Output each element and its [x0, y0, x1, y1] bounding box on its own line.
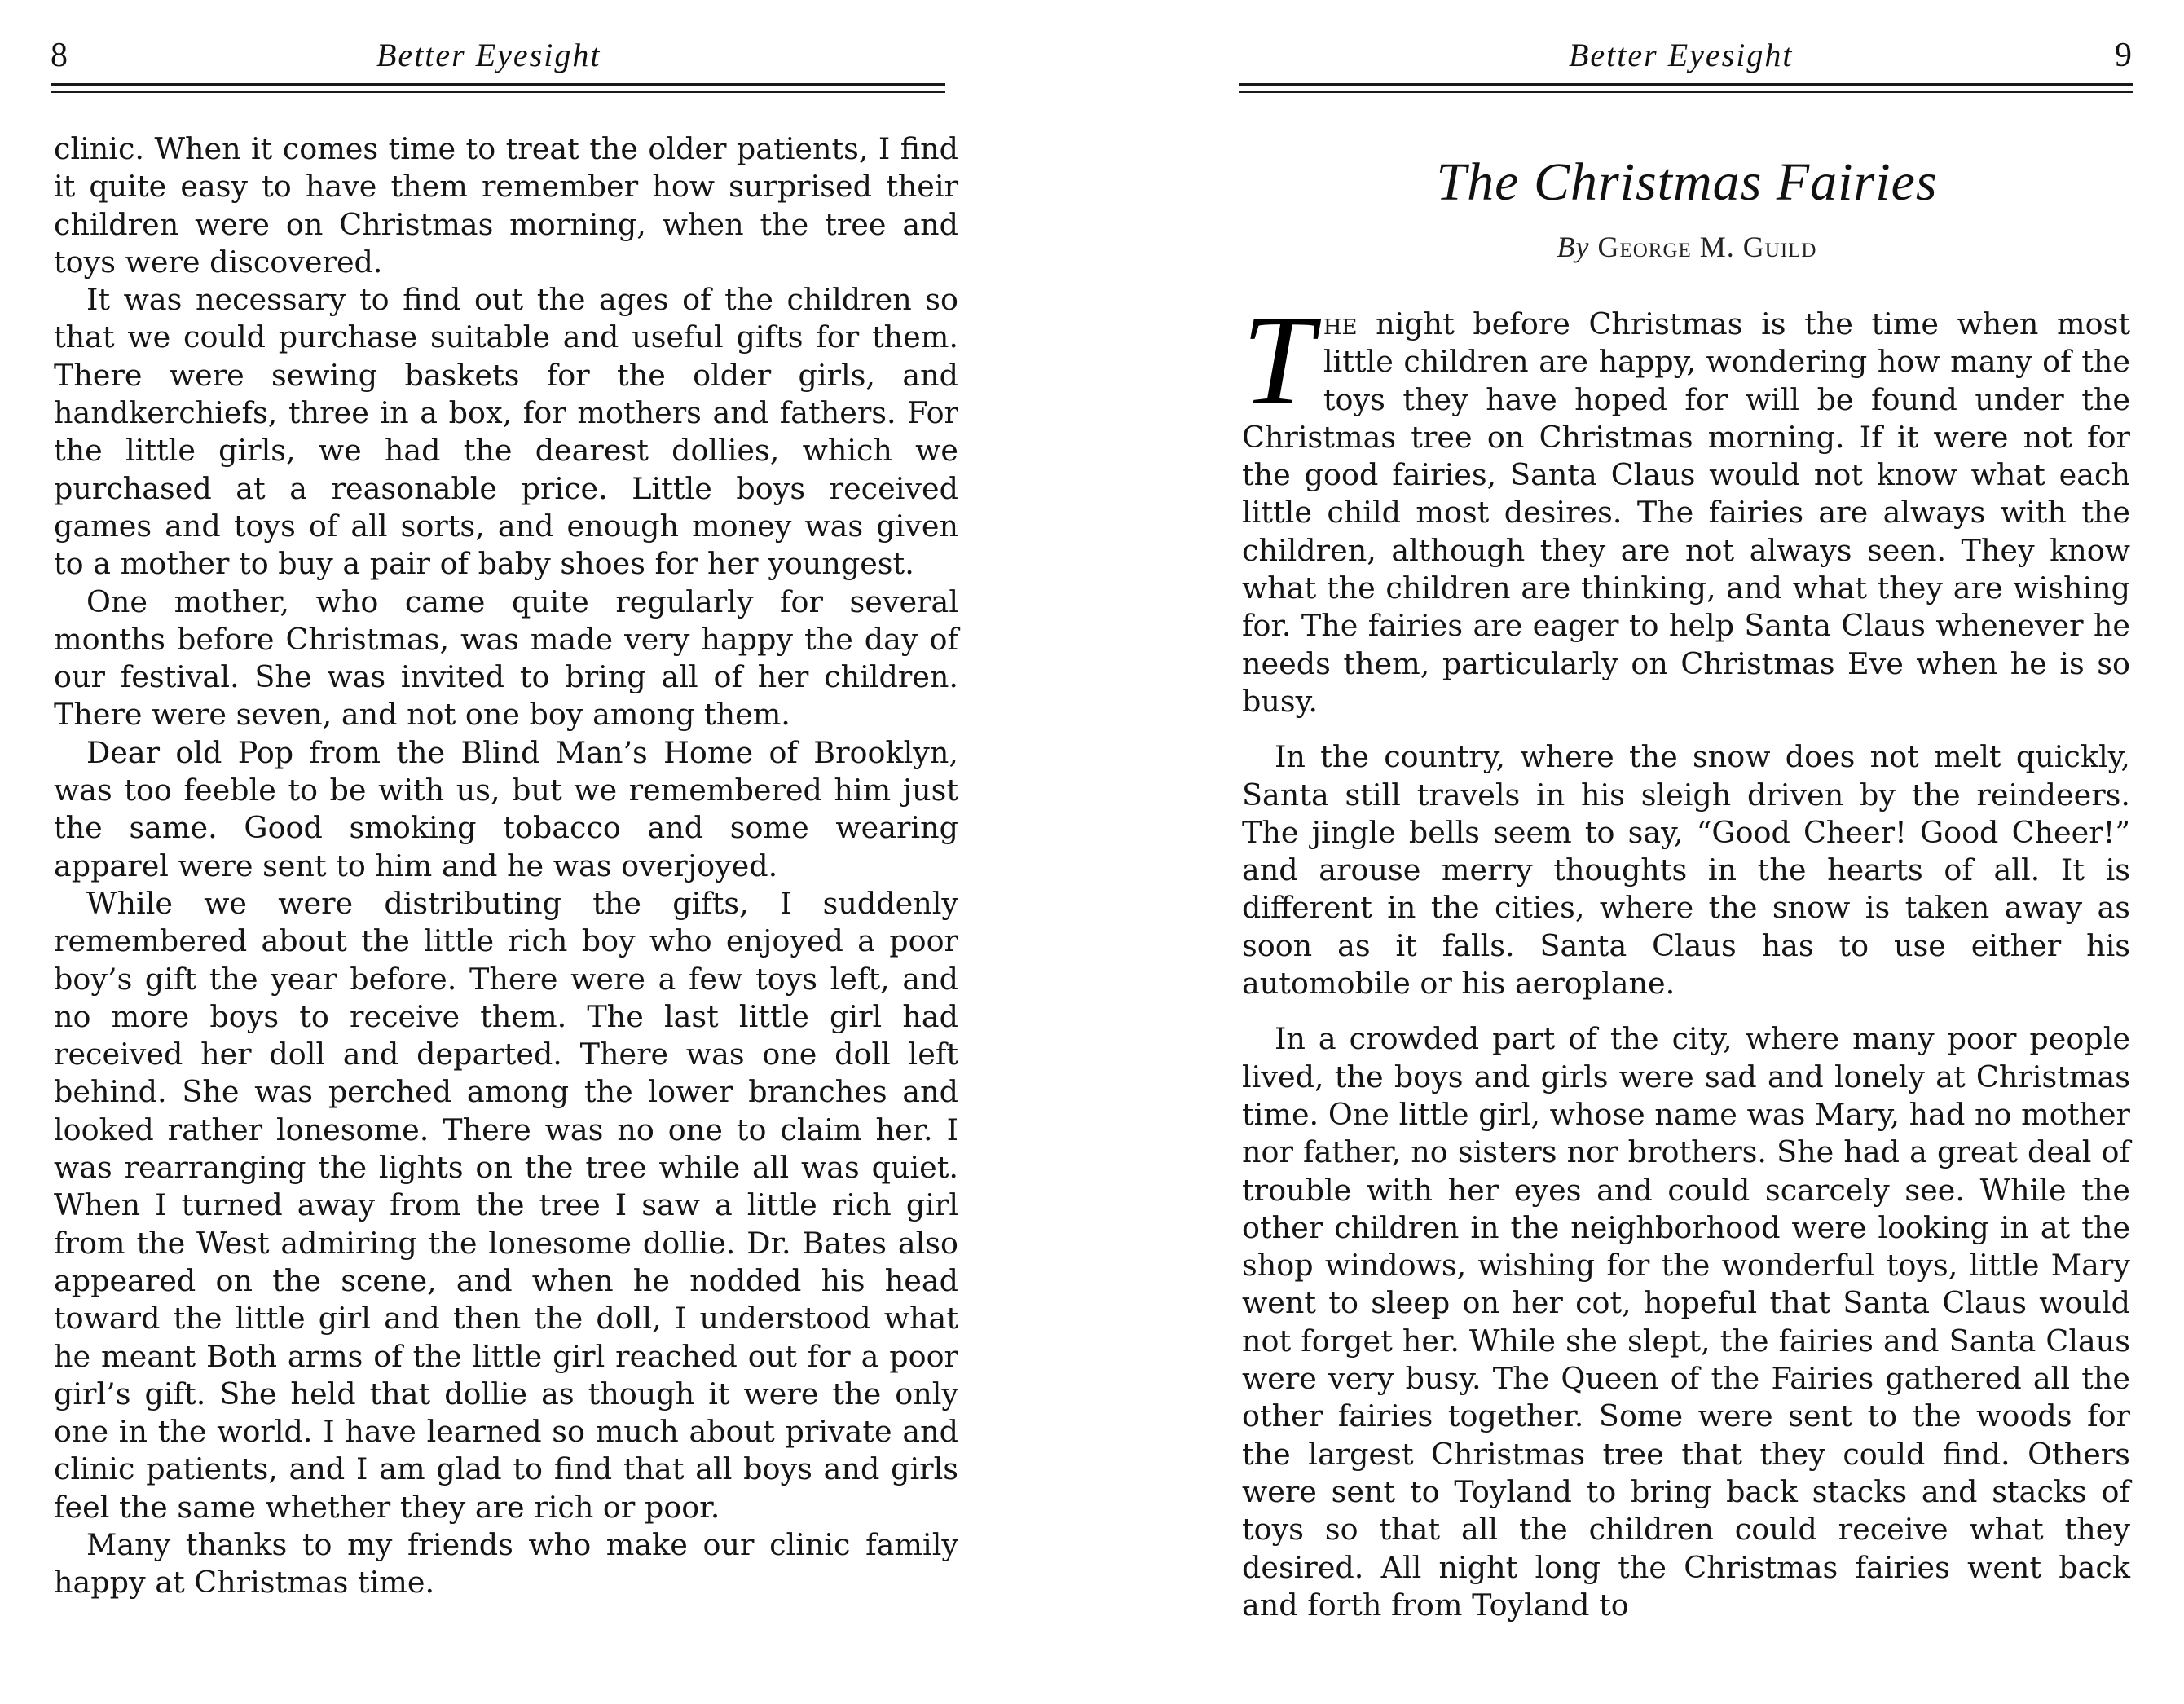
- left-paragraph-3: One mother, who came quite regularly for several months before Christmas, was made very happy the day of our festival. She was invited to bring all of her children. There were seven, and not one boy among them.: [54, 583, 958, 733]
- right-paragraph-1-text: night before Christmas is the time when most little children are happy, wondering how many of the toys they have hoped for will be found under the Christmas tree on Christmas morning. If it were not for the good fairies, Santa Claus would not know what each little child most desires. The fairies are always with the children, although they are not always seen. They know what the children are thinking, and what they are wishing for. The fairies are eager to help Santa Claus whenever he needs them, particularly on Christmas Eve when he is so busy.: [1242, 306, 2130, 719]
- right-header-rule-second: [1239, 91, 2133, 93]
- left-paragraph-6: Many thanks to my friends who make our clinic family happy at Christmas time.: [54, 1526, 958, 1601]
- byline-prefix: By: [1557, 231, 1590, 263]
- book-gutter: [1056, 0, 1058, 1704]
- right-running-head: [1206, 0, 2184, 91]
- left-paragraph-5: While we were distributing the gifts, I suddenly remembered about the little rich boy who enjoyed a poor boy’s gift the year before. There were a few toys left, and no more boys to receive them. The last little girl had received her doll and departed. There was one doll left behind. She was perched among the lower branches and looked rather lonesome. There was no one to claim her. I was rearranging the lights on the tree while all was quiet. When I turned away from the tree I saw a little rich girl from the West admiring the lonesome dollie. Dr. Bates also appeared on the scene, and when he nodded his head toward the little girl and then the doll, I understood what he meant Both arms of the little girl reached out for a poor girl’s gift. She held that dollie as though it were the only one in the world. I have learned so much about private and clinic patients, and I am glad to find that all boys and girls feel the same whether they are rich or poor.: [54, 885, 958, 1525]
- right-running-head-title: Better Eyesight: [1569, 37, 1794, 73]
- left-paragraph-1: clinic. When it comes time to treat the older patients, I find it quite easy to have them remember how surprised their children were on Christmas morning, when the tree and toys were discovered.: [54, 131, 958, 280]
- left-running-head-title: Better Eyesight: [376, 37, 601, 73]
- drop-cap: T: [1242, 289, 1314, 432]
- byline-author: George M. Guild: [1597, 231, 1817, 263]
- left-page-number: 8: [51, 37, 68, 74]
- right-header-rule: [1239, 83, 2133, 86]
- right-page-number: 9: [2115, 37, 2132, 74]
- left-header-rule-second: [51, 91, 945, 93]
- right-paragraph-3: In a crowded part of the city, where many poor people lived, the boys and girls were sad and lonely at Christmas time. One little girl, whose name was Mary, had no mother nor father, no sisters nor brothers. She had a great deal of trouble with her eyes and could scarcely see. While the other children in the neighborhood were looking in at the shop windows, wishing for the wonderful toys, little Mary went to sleep on her cot, hopeful that Santa Claus would not forget her. While she slept, the fairies and Santa Claus were very busy. The Queen of the Fairies gathered all the other fairies together. Some were sent to the woods for the largest Christmas tree that they could find. Others were sent to Toyland to bring back stacks and stacks of toys so that all the children could receive what they desired. All night long the Christmas fairies went back and forth from Toyland to: [1242, 1021, 2130, 1623]
- left-page: [0, 0, 978, 1704]
- right-page: [1206, 0, 2184, 1704]
- left-running-head: [0, 0, 978, 91]
- right-body-text: [1242, 289, 2130, 1624]
- drop-cap-lead: he: [1323, 306, 1358, 341]
- right-paragraph-1: [1242, 289, 2130, 720]
- right-paragraph-2: In the country, where the snow does not melt quickly, Santa still travels in his sleigh driven by the reindeers. The jingle bells seem to say, “Good Cheer! Good Cheer!” and arouse merry thoughts in the hearts of all. It is different in the cities, where the snow is taken away as soon as it falls. Santa Claus has to use either his automobile or his aeroplane.: [1242, 739, 2130, 1002]
- left-header-rule: [51, 83, 945, 86]
- article-title: The Christmas Fairies: [1436, 152, 1938, 212]
- left-paragraph-4: Dear old Pop from the Blind Man’s Home of Brooklyn, was too feeble to be with us, but we remembered him just the same. Good smoking tobacco and some wearing apparel were sent to him and he was overjoyed.: [54, 734, 958, 883]
- left-body-text: [54, 130, 958, 1602]
- byline: [1206, 230, 2168, 264]
- left-paragraph-2: It was necessary to find out the ages of the children so that we could purchase suitable and useful gifts for them. There were sewing baskets for the older girls, and handkerchiefs, three in a box, for mothers and fathers. For the little girls, we had the dearest dollies, which we purchased at a reasonable price. Little boys received games and toys of all sorts, and enough money was given to a mother to buy a pair of baby shoes for her youngest.: [54, 282, 958, 582]
